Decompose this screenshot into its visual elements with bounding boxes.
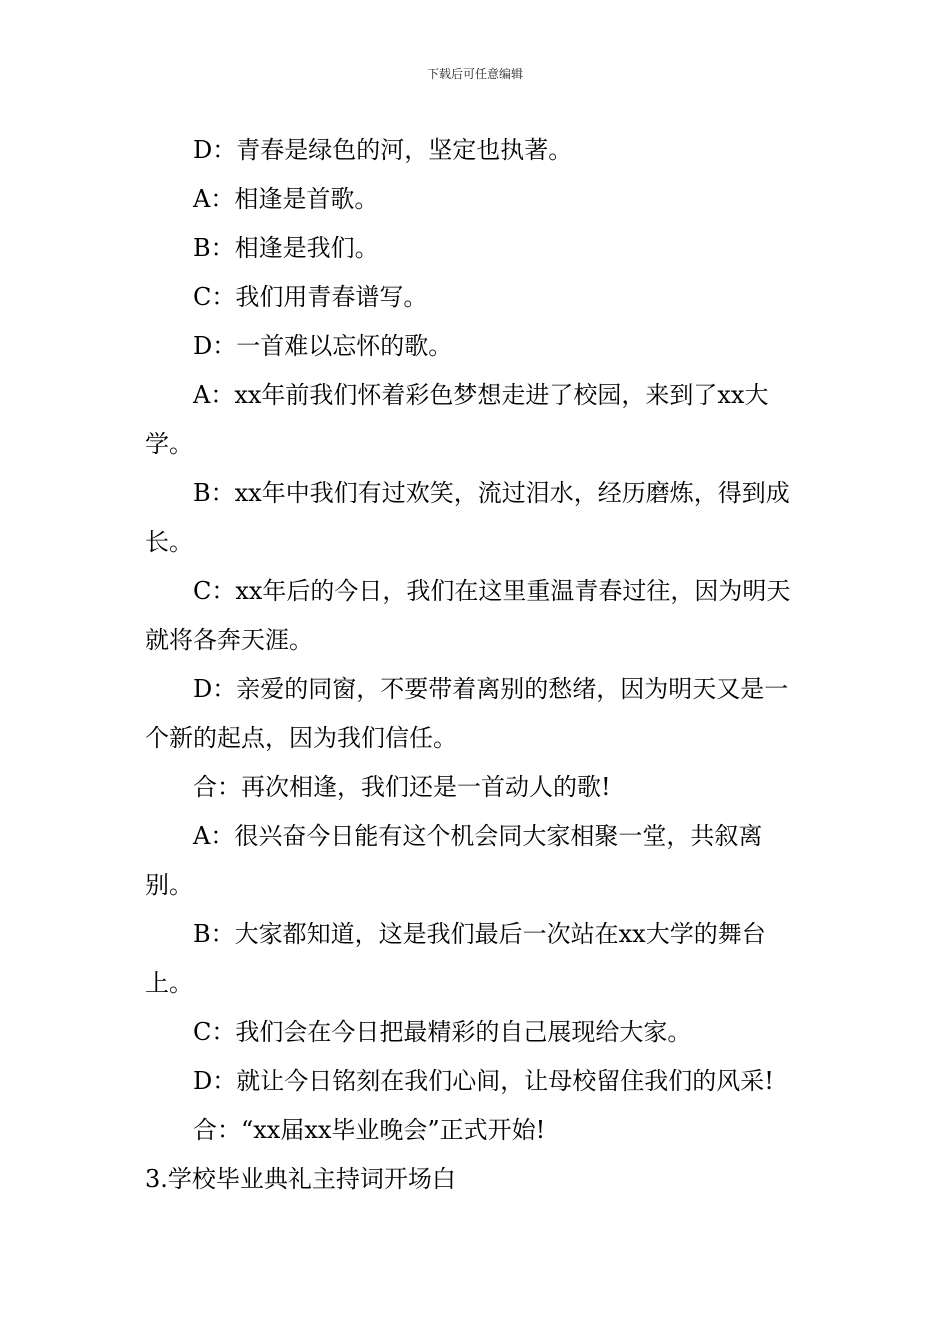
script-line: D：亲爱的同窗，不要带着离别的愁绪，因为明天又是一个新的起点，因为我们信任。 xyxy=(145,675,789,752)
script-line: D：青春是绿色的河，坚定也执著。 xyxy=(193,136,573,164)
script-line: B：xx年中我们有过欢笑，流过泪水，经历磨炼，得到成长。 xyxy=(145,479,790,556)
script-line: C：我们会在今日把最精彩的自己展现给大家。 xyxy=(193,1018,692,1046)
script-line: D：就让今日铭刻在我们心间，让母校留住我们的风采! xyxy=(193,1067,774,1095)
script-line: A：xx年前我们怀着彩色梦想走进了校园，来到了xx大学。 xyxy=(145,381,769,458)
section-heading: 3.学校毕业典礼主持词开场白 xyxy=(145,1165,456,1193)
script-line: D：一首难以忘怀的歌。 xyxy=(193,332,453,360)
script-line: B：相逢是我们。 xyxy=(193,234,379,262)
script-line: A：很兴奋今日能有这个机会同大家相聚一堂，共叙离别。 xyxy=(145,822,763,899)
script-line: A：相逢是首歌。 xyxy=(193,185,379,213)
script-line: 合：“xx届xx毕业晚会”正式开始! xyxy=(193,1116,546,1144)
script-line: B：大家都知道，这是我们最后一次站在xx大学的舞台上。 xyxy=(145,920,766,997)
script-line: 合：再次相逢，我们还是一首动人的歌! xyxy=(193,773,611,801)
page-header: 下载后可任意编辑 xyxy=(426,67,523,81)
script-line: C：我们用青春谱写。 xyxy=(193,283,428,311)
document-body xyxy=(145,126,810,1204)
script-line: C：xx年后的今日，我们在这里重温青春过往，因为明天就将各奔天涯。 xyxy=(145,577,791,654)
